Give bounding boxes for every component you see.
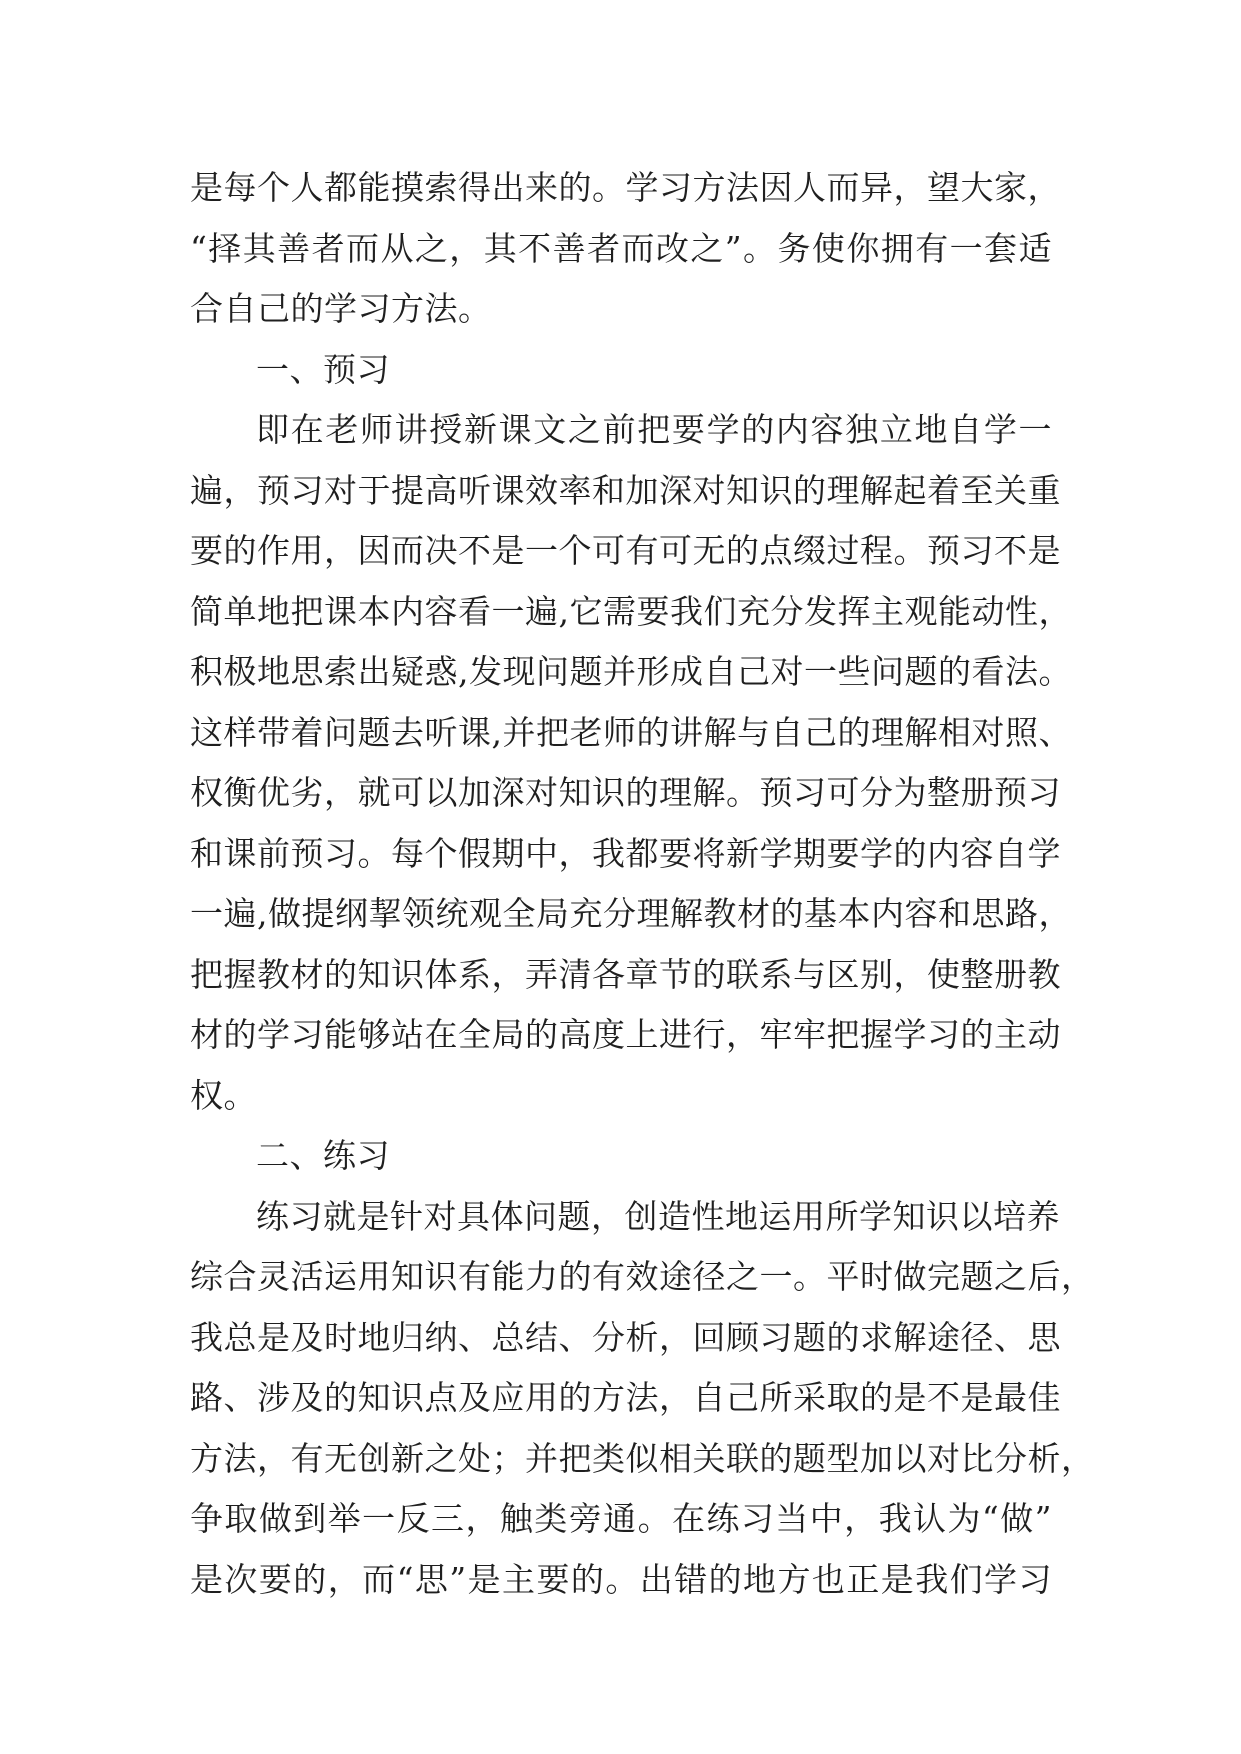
body-line: 这样带着问题去听课,并把老师的讲解与自己的理解相对照、 xyxy=(190,712,1072,752)
body-line: 权。 xyxy=(190,1075,257,1115)
body-line: 要的作用，因而决不是一个可有可无的点缀过程。预习不是 xyxy=(190,531,1061,570)
body-line: 遍，预习对于提高听课效率和加深对知识的理解起着至关重 xyxy=(190,470,1061,510)
body-line: 练习就是针对具体问题，创造性地运用所学知识以培养 xyxy=(256,1196,1060,1236)
body-line: 积极地思索出疑惑,发现问题并形成自己对一些问题的看法。 xyxy=(190,652,1072,691)
body-line: 我总是及时地归纳、总结、分析，回顾习题的求解途径、思 xyxy=(190,1317,1061,1357)
body-line: 综合灵活运用知识有能力的有效途径之一。平时做完题之后， xyxy=(190,1257,1095,1296)
body-line: 方法，有无创新之处；并把类似相关联的题型加以对比分析， xyxy=(190,1438,1095,1478)
body-line: “择其善者而从之，其不善者而改之”。务使你拥有一套适 xyxy=(190,228,1052,268)
body-line: 材的学习能够站在全局的高度上进行，牢牢把握学习的主动 xyxy=(190,1015,1061,1054)
section-heading-practice: 二、练习 xyxy=(256,1136,390,1175)
body-line: 权衡优劣，就可以加深对知识的理解。预习可分为整册预习 xyxy=(190,773,1061,812)
body-line: 一遍,做提纲挈领统观全局充分理解教材的基本内容和思路， xyxy=(190,894,1072,933)
section-heading-preview: 一、预习 xyxy=(256,349,390,389)
body-line: 合自己的学习方法。 xyxy=(190,289,492,328)
body-line: 即在老师讲授新课文之前把要学的内容独立地自学一 xyxy=(256,410,1052,449)
body-line: 简单地把课本内容看一遍,它需要我们充分发挥主观能动性， xyxy=(190,591,1072,631)
body-line: 把握教材的知识体系，弄清各章节的联系与区别，使整册教 xyxy=(190,954,1061,994)
body-line: 争取做到举一反三，触类旁通。在练习当中，我认为“做” xyxy=(190,1499,1052,1538)
document-body xyxy=(190,158,1095,1610)
body-line: 和课前预习。每个假期中，我都要将新学期要学的内容自学 xyxy=(190,833,1061,873)
body-line: 是每个人都能摸索得出来的。学习方法因人而异，望大家， xyxy=(190,168,1061,207)
body-line: 路、涉及的知识点及应用的方法，自己所采取的是不是最佳 xyxy=(190,1378,1061,1417)
body-line: 是次要的，而“思”是主要的。出错的地方也正是我们学习 xyxy=(190,1559,1052,1599)
